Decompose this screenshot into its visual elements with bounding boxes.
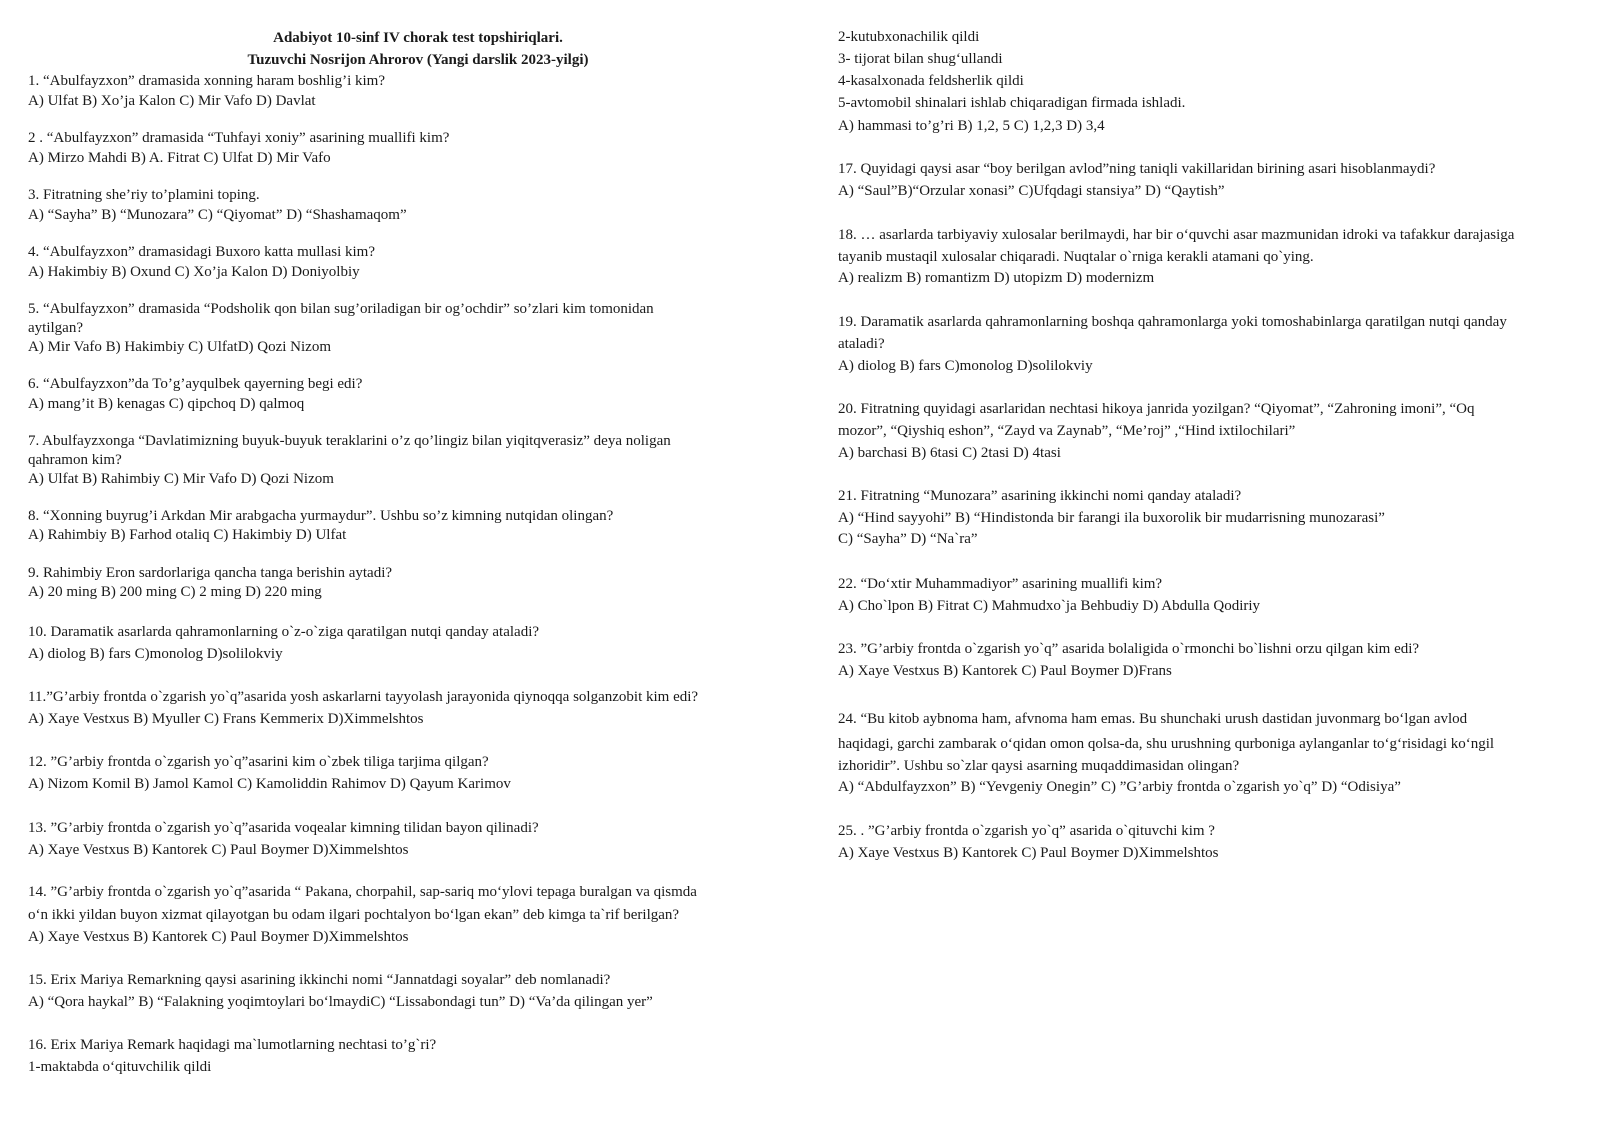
question-25: 25. . ”G’arbiy frontda o`zgarish yo`q” asarida o`qituvchi kim ? — [838, 823, 1215, 839]
question-24-cont-2: izhoridir”. Ushbu so`zlar qaysi asarning muqaddimasidan olingan? — [838, 758, 1240, 774]
question-19-cont: ataladi? — [838, 336, 885, 352]
question-25-options: A) Xaye Vestxus B) Kantorek C) Paul Boymer D)Ximmelshtos — [838, 845, 1219, 861]
question-9-options: A) 20 ming B) 200 ming C) 2 ming D) 220 ming — [28, 584, 322, 600]
question-13: 13. ”G’arbiy frontda o`zgarish yo`q”asarida voqealar kimning tilidan bayon qilinadi? — [28, 820, 539, 836]
question-5: 5. “Abulfayzxon” dramasida “Podsholik qon bilan sug’oriladigan bir og’ochdir” so’zlari kim tomonidan — [28, 301, 654, 317]
question-22: 22. “Do‘xtir Muhammadiyor” asarining muallifi kim? — [838, 576, 1163, 592]
question-18-cont: tayanib mustaqil xulosalar chiqaradi. Nuqtalar o`rniga kerakli atamani qo`ying. — [838, 249, 1314, 265]
question-14-options: A) Xaye Vestxus B) Kantorek C) Paul Boymer D)Ximmelshtos — [28, 929, 409, 945]
question-5-cont: aytilgan? — [28, 320, 83, 336]
question-16-item-2: 2-kutubxonachilik qildi — [838, 29, 980, 45]
question-16: 16. Erix Mariya Remark haqidagi ma`lumotlarning nechtasi to’g`ri? — [28, 1037, 437, 1053]
question-13-options: A) Xaye Vestxus B) Kantorek C) Paul Boymer D)Ximmelshtos — [28, 842, 409, 858]
question-22-options: A) Cho`lpon B) Fitrat C) Mahmudxo`ja Behbudiy D) Abdulla Qodiriy — [838, 598, 1261, 614]
question-2: 2 . “Abulfayzxon” dramasida “Tuhfayi xoniy” asarining muallifi kim? — [28, 130, 450, 146]
question-16-item-5: 5-avtomobil shinalari ishlab chiqaradigan firmada ishladi. — [838, 95, 1186, 111]
question-7-options: A) Ulfat B) Rahimbiy C) Mir Vafo D) Qozi Nizom — [28, 471, 334, 487]
question-17: 17. Quyidagi qaysi asar “boy berilgan avlod”ning taniqli vakillaridan birining asari hisoblanmaydi? — [838, 161, 1436, 177]
question-18-options: A) realizm B) romantizm D) utopizm D) modernizm — [838, 270, 1155, 286]
question-6: 6. “Abulfayzxon”da To’g’ayqulbek qayerning begi edi? — [28, 376, 363, 392]
question-24-cont-1: haqidagi, garchi zambarak o‘qidan omon qolsa-da, shu urushning qurboniga aylanganlar to‘g‘risidagi ko‘ngil — [838, 736, 1495, 752]
question-18: 18. … asarlarda tarbiyaviy xulosalar berilmaydi, har bir o‘quvchi asar mazmunidan idroki va tafakkur darajasiga — [838, 227, 1515, 243]
question-9: 9. Rahimbiy Eron sardorlariga qancha tanga berishin aytadi? — [28, 565, 393, 581]
question-24-options: A) “Abdulfayzxon” B) “Yevgeniy Onegin” C) ”G’arbiy frontda o`zgarish yo`q” D) “Odisiya” — [838, 779, 1401, 795]
author-line: Tuzuvchi Nosrijon Ahrorov (Yangi darslik 2023-yilgi) — [247, 52, 589, 68]
question-21-options-a: A) “Hind sayyohi” B) “Hindistonda bir farangi ila buxorolik bir mudarrisning munozarasi” — [838, 510, 1385, 526]
question-20-cont: mozor”, “Qiyshiq eshon”, “Zayd va Zaynab”, “Me’roj” ,“Hind ixtilochilari” — [838, 423, 1296, 439]
question-12: 12. ”G’arbiy frontda o`zgarish yo`q”asarini kim o`zbek tiliga tarjima qilgan? — [28, 754, 489, 770]
question-16-options: A) hammasi to’g’ri B) 1,2, 5 C) 1,2,3 D) 3,4 — [838, 118, 1105, 134]
question-7: 7. Abulfayzxonga “Davlatimizning buyuk-buyuk teraklarini o’z qo’lingiz bilan yiqitqverasiz” deya noligan — [28, 433, 671, 449]
question-19: 19. Daramatik asarlarda qahramonlarning boshqa qahramonlarga yoki tomoshabinlarga qaratilgan nutqi qanday — [838, 314, 1507, 330]
question-1-options: A) Ulfat B) Xo’ja Kalon C) Mir Vafo D) Davlat — [28, 93, 316, 109]
question-10-options: A) diolog B) fars C)monolog D)solilokviy — [28, 646, 283, 662]
question-2-options: A) Mirzo Mahdi B) A. Fitrat C) Ulfat D) Mir Vafo — [28, 150, 331, 166]
page-title: Adabiyot 10-sinf IV chorak test topshiriqlari. — [273, 30, 563, 46]
question-20-options: A) barchasi B) 6tasi C) 2tasi D) 4tasi — [838, 445, 1061, 461]
question-17-options: A) “Saul”B)“Orzular xonasi” C)Ufqdagi stansiya” D) “Qaytish” — [838, 183, 1225, 199]
question-16-item-3: 3- tijorat bilan shug‘ullandi — [838, 51, 1003, 67]
question-21-options-c: C) “Sayha” D) “Na`ra” — [838, 531, 978, 547]
question-1: 1. “Abulfayzxon” dramasida xonning haram boshlig’i kim? — [28, 73, 385, 89]
question-23-options: A) Xaye Vestxus B) Kantorek C) Paul Boymer D)Frans — [838, 663, 1172, 679]
question-21: 21. Fitratning “Munozara” asarining ikkinchi nomi qanday ataladi? — [838, 488, 1242, 504]
question-14-cont: o‘n ikki yildan buyon xizmat qilayotgan bu odam ilgari pochtalyon bo‘lgan ekan” deb kimga ta`rif berilgan? — [28, 907, 680, 923]
question-5-options: A) Mir Vafo B) Hakimbiy C) UlfatD) Qozi Nizom — [28, 339, 332, 355]
question-12-options: A) Nizom Komil B) Jamol Kamol C) Kamoliddin Rahimov D) Qayum Karimov — [28, 776, 511, 792]
question-6-options: A) mang’it B) kenagas C) qipchoq D) qalmoq — [28, 396, 305, 412]
question-20: 20. Fitratning quyidagi asarlaridan nechtasi hikoya janrida yozilgan? “Qiyomat”, “Zahroning imoni”, “Oq — [838, 401, 1475, 417]
question-4-options: A) Hakimbiy B) Oxund C) Xo’ja Kalon D) Doniyolbiy — [28, 264, 360, 280]
question-7-cont: qahramon kim? — [28, 452, 122, 468]
question-11-options: A) Xaye Vestxus B) Myuller C) Frans Kemmerix D)Ximmelshtos — [28, 711, 424, 727]
question-8: 8. “Xonning buyrug’i Arkdan Mir arabgacha yurmaydur”. Ushbu so’z kimning nutqidan olingan? — [28, 508, 614, 524]
question-10: 10. Daramatik asarlarda qahramonlarning o`z-o`ziga qaratilgan nutqi qanday ataladi? — [28, 624, 540, 640]
question-3: 3. Fitratning she’riy to’plamini toping. — [28, 187, 260, 203]
question-24: 24. “Bu kitob aybnoma ham, afvnoma ham emas. Bu shunchaki urush dastidan juvonmarg bo‘lgan avlod — [838, 711, 1468, 727]
question-15-options: A) “Qora haykal” B) “Falakning yoqimtoylari bo‘lmaydiC) “Lissabondagi tun” D) “Va’da qilingan yer” — [28, 994, 653, 1010]
question-15: 15. Erix Mariya Remarkning qaysi asarining ikkinchi nomi “Jannatdagi soyalar” deb nomlanadi? — [28, 972, 611, 988]
question-8-options: A) Rahimbiy B) Farhod otaliq C) Hakimbiy D) Ulfat — [28, 527, 347, 543]
question-3-options: A) “Sayha” B) “Munozara” C) “Qiyomat” D) “Shashamaqom” — [28, 207, 407, 223]
question-19-options: A) diolog B) fars C)monolog D)solilokviy — [838, 358, 1093, 374]
question-16-item-1: 1-maktabda o‘qituvchilik qildi — [28, 1059, 212, 1075]
question-16-item-4: 4-kasalxonada feldsherlik qildi — [838, 73, 1024, 89]
question-14: 14. ”G’arbiy frontda o`zgarish yo`q”asarida “ Pakana, chorpahil, sap-sariq mo‘ylovi tepaga buralgan va qismda — [28, 884, 697, 900]
question-11: 11.”G’arbiy frontda o`zgarish yo`q”asarida yosh askarlarni tayyolash jarayonida qiynoqqa solganzobit kim edi? — [28, 689, 699, 705]
question-23: 23. ”G’arbiy frontda o`zgarish yo`q” asarida bolaligida o`rmonchi bo`lishni orzu qilgan kim edi? — [838, 641, 1420, 657]
question-4: 4. “Abulfayzxon” dramasidagi Buxoro katta mullasi kim? — [28, 244, 375, 260]
